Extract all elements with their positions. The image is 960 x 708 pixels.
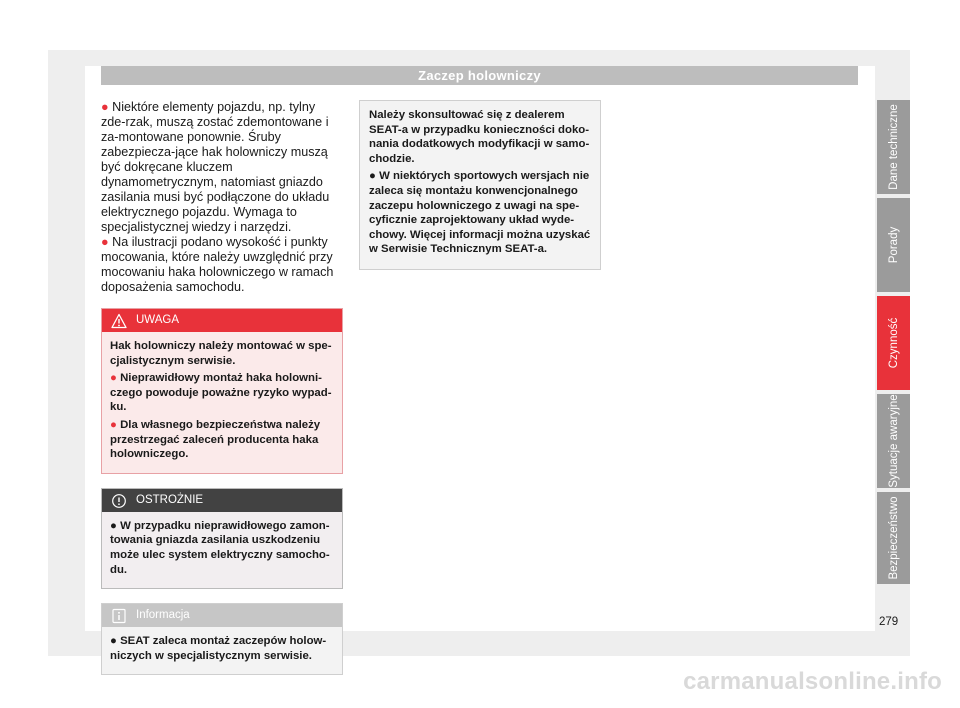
info-item-text: SEAT zaleca montaż zaczepów holow-niczych w specjalistycznym serwisie.: [110, 635, 327, 662]
side-tab-label: Bezpieczeństwo: [887, 496, 900, 580]
side-tab-dane-techniczne[interactable]: [877, 100, 910, 194]
bullet-icon: ●: [110, 519, 117, 532]
caution-box-header: [102, 489, 342, 512]
bullet-icon: ●: [110, 635, 117, 648]
left-column: [101, 100, 343, 675]
caution-box-body: [102, 512, 342, 588]
side-tab-label: Czynność: [887, 317, 900, 369]
warning-item-text: Dla własnego bezpieczeństwa należy przestrzegać zaleceń producenta haka holowniczego.: [110, 418, 321, 461]
note-item: [369, 169, 591, 257]
info-box-header: [102, 604, 342, 627]
side-tab-porady[interactable]: [877, 198, 910, 292]
bullet-icon: ●: [110, 372, 117, 385]
warning-item: [110, 371, 334, 415]
watermark: carmanualsonline.info: [683, 668, 942, 695]
section-header: Zaczep holowniczy: [101, 66, 858, 85]
body-paragraph: [101, 235, 343, 295]
info-item: [110, 634, 334, 663]
bullet-icon: ●: [101, 235, 109, 249]
side-tab-czynnosc[interactable]: [877, 296, 910, 390]
warning-box-title: UWAGA: [136, 314, 180, 326]
bullet-icon: ●: [101, 100, 109, 114]
side-tab-label: Porady: [887, 226, 900, 264]
note-box: [359, 100, 601, 270]
warning-intro: Hak holowniczy należy montować w spe-cjalistycznym serwisie.: [110, 340, 332, 367]
caution-box: [101, 488, 343, 589]
bullet-icon: ●: [110, 418, 117, 431]
side-tab-bezpieczenstwo[interactable]: [877, 492, 910, 584]
side-tab-sytuacje-awaryjne[interactable]: [877, 394, 910, 488]
body-paragraph: [101, 100, 343, 235]
caution-box-title: OSTROŻNIE: [136, 493, 204, 506]
info-box: [101, 603, 343, 675]
info-icon: [111, 608, 127, 624]
warning-box: [101, 308, 343, 474]
paragraph-text: Na ilustracji podano wysokość i punkty mocowania, które należy uwzględnić przy mocowaniu haka holowniczego w ramach doposażenia samochodu.: [101, 235, 334, 294]
caution-item: [110, 519, 334, 577]
bullet-icon: ●: [369, 170, 376, 183]
exclamation-circle-icon: [111, 493, 127, 509]
warning-item: [110, 418, 334, 462]
warning-triangle-icon: [111, 313, 127, 329]
side-tab-label: Sytuacje awaryjne: [887, 394, 900, 488]
warning-box-body: [102, 332, 342, 473]
info-box-title: Informacja: [136, 609, 190, 622]
warning-box-header: [102, 309, 342, 332]
page-number: 279: [879, 616, 899, 628]
side-tab-label: Dane techniczne: [887, 104, 900, 190]
caution-item-text: W przypadku nieprawidłowego zamon-towania gniazda zasilania uszkodzeniu może ulec system elektryczny samocho-du.: [110, 519, 330, 576]
middle-column: [359, 100, 601, 270]
note-intro: Należy skonsultować się z dealerem SEAT-a w przypadku konieczności doko-nania dodatkowych modyfikacji w samo-chodzie.: [369, 109, 590, 165]
paragraph-text: Niektóre elementy pojazdu, np. tylny zde-rzak, muszą zostać zdemontowane i za-montowane ponownie. Śruby zabezpiecza-jące hak holowniczy muszą być dokręcane kluczem dynamometrycznym, natomiast gniazdo zasilania musi być podłączone do układu elektrycznego pojazdu. Wymaga to specjalistycznej wiedzy i narzędzi.: [101, 100, 330, 234]
note-item-text: W niektórych sportowych wersjach nie zaleca się montażu konwencjonalnego zaczepu holowniczego z uwagi na spe-cyficznie zaprojektowany układ wyde-chowy. Więcej informacji można uzyskać w Serwisie Technicznym SEAT-a.: [369, 170, 591, 256]
warning-item-text: Nieprawidłowy montaż haka holowni-czego powoduje poważne ryzyko wypad-ku.: [110, 372, 332, 414]
info-box-body: [102, 627, 342, 674]
